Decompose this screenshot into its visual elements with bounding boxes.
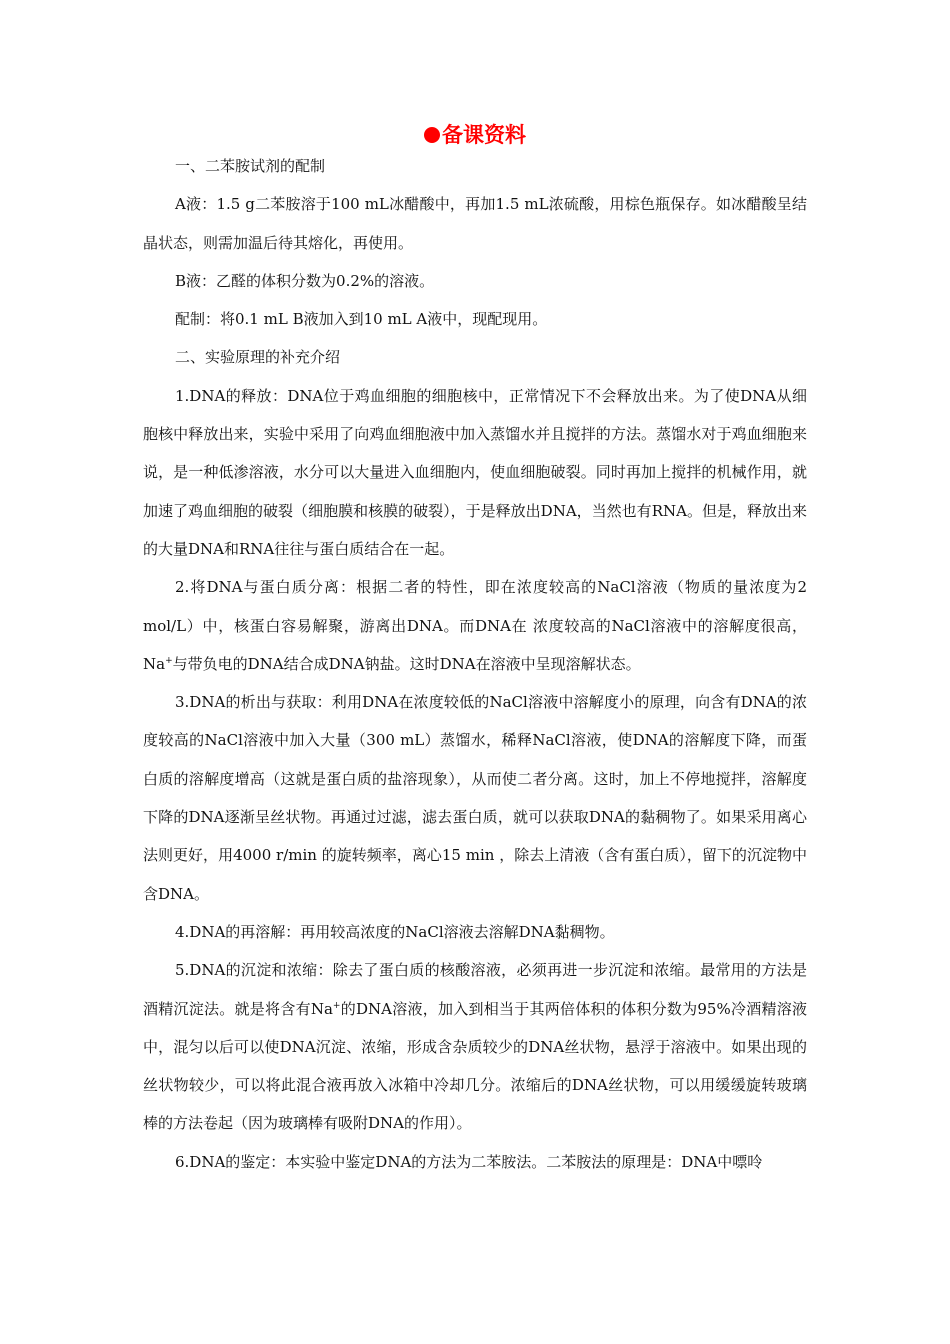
paragraph-solution-b: B液：乙醛的体积分数为0.2%的溶液。 <box>175 271 435 290</box>
paragraph-dna-precipitation: 3.DNA的析出与获取：利用DNA在浓度较低的NaCl溶液中溶解度小的原理，向含有DNA的浓度较高的NaCl溶液中加入大量（300 mL）蒸馏水，稀释NaCl溶液，使DNA的溶解度下降，而蛋白质的溶解度增高（这就是蛋白质的盐溶现象），从而使二者分离。这时，加上不停地搅拌，溶解度下降的DNA逐渐呈丝状物。再通过过滤，滤去蛋白质，就可以获取DNA的黏稠物了。如果采用离心法则更好，用4000 r/min 的旋转频率，离心15 min ，除去上清液（含有蛋白质），留下的沉淀物中含DNA。 <box>143 693 807 903</box>
paragraph-dna-release: 1.DNA的释放：DNA位于鸡血细胞的细胞核中，正常情况下不会释放出来。为了使DNA从细胞核中释放出来，实验中采用了向鸡血细胞液中加入蒸馏水并且搅拌的方法。蒸馏水对于鸡血细胞来说，是一种低渗溶液，水分可以大量进入血细胞内，使血细胞破裂。同时再加上搅拌的机械作用，就加速了鸡血细胞的破裂（细胞膜和核膜的破裂），于是释放出DNA，当然也有RNA。但是，释放出来的大量DNA和RNA往往与蛋白质结合在一起。 <box>143 386 807 558</box>
separation-text-part1: 2.将DNA与蛋白质分离：根据二者的特性，即在浓度较高的NaCl溶液（物质的量浓度为2 mol/L）中，核蛋白容易解聚，游离出DNA。而DNA在 浓度较高的NaCl溶液中的溶解度很高，Na <box>143 578 807 673</box>
section-heading-reagent: 一、二苯胺试剂的配制 <box>175 157 326 175</box>
concentration-text-part1: 5.DNA的沉淀和浓缩：除去了蛋白质的核酸溶液，必须再进一步沉淀和浓缩。最常用的方法是酒精沉淀法。就是将含有Na <box>143 961 807 1018</box>
paragraph-solution-a: A液：1.5 g二苯胺溶于100 mL冰醋酸中，再加1.5 mL浓硫酸，用棕色瓶保存。如冰醋酸呈结晶状态，则需加温后待其熔化，再使用。 <box>143 195 807 252</box>
sodium-charge-superscript: + <box>332 1000 341 1011</box>
paragraph-preparation: 配制：将0.1 mL B液加入到10 mL A液中，现配现用。 <box>175 310 548 329</box>
paragraph-dna-identification: 6.DNA的鉴定：本实验中鉴定DNA的方法为二苯胺法。二苯胺法的原理是：DNA中嘌呤 <box>175 1152 763 1171</box>
page-title-text: 备课资料 <box>442 123 526 147</box>
paragraph-dna-concentration <box>143 951 807 1142</box>
paragraph-dna-protein-separation <box>143 568 807 683</box>
red-bullet-icon <box>424 127 440 143</box>
section-heading-principle: 二、实验原理的补充介绍 <box>175 348 341 367</box>
sodium-charge-superscript: + <box>165 655 173 666</box>
page-title <box>0 120 950 150</box>
document-body <box>143 147 807 1181</box>
paragraph-dna-redissolve: 4.DNA的再溶解：再用较高浓度的NaCl溶液去溶解DNA黏稠物。 <box>175 922 615 941</box>
concentration-text-part2: 的DNA溶液，加入到相当于其两倍体积的体积分数为95%冷酒精溶液中，混匀以后可以使DNA沉淀、浓缩，形成含杂质较少的DNA丝状物，悬浮于溶液中。如果出现的丝状物较少，可以将此混合液再放入冰箱中冷却几分。浓缩后的DNA丝状物，可以用缓缓旋转玻璃棒的方法卷起（因为玻璃棒有吸附DNA的作用）。 <box>143 999 807 1133</box>
separation-text-part2: 与带负电的DNA结合成DNA钠盐。这时DNA在溶液中呈现溶解状态。 <box>172 654 641 673</box>
